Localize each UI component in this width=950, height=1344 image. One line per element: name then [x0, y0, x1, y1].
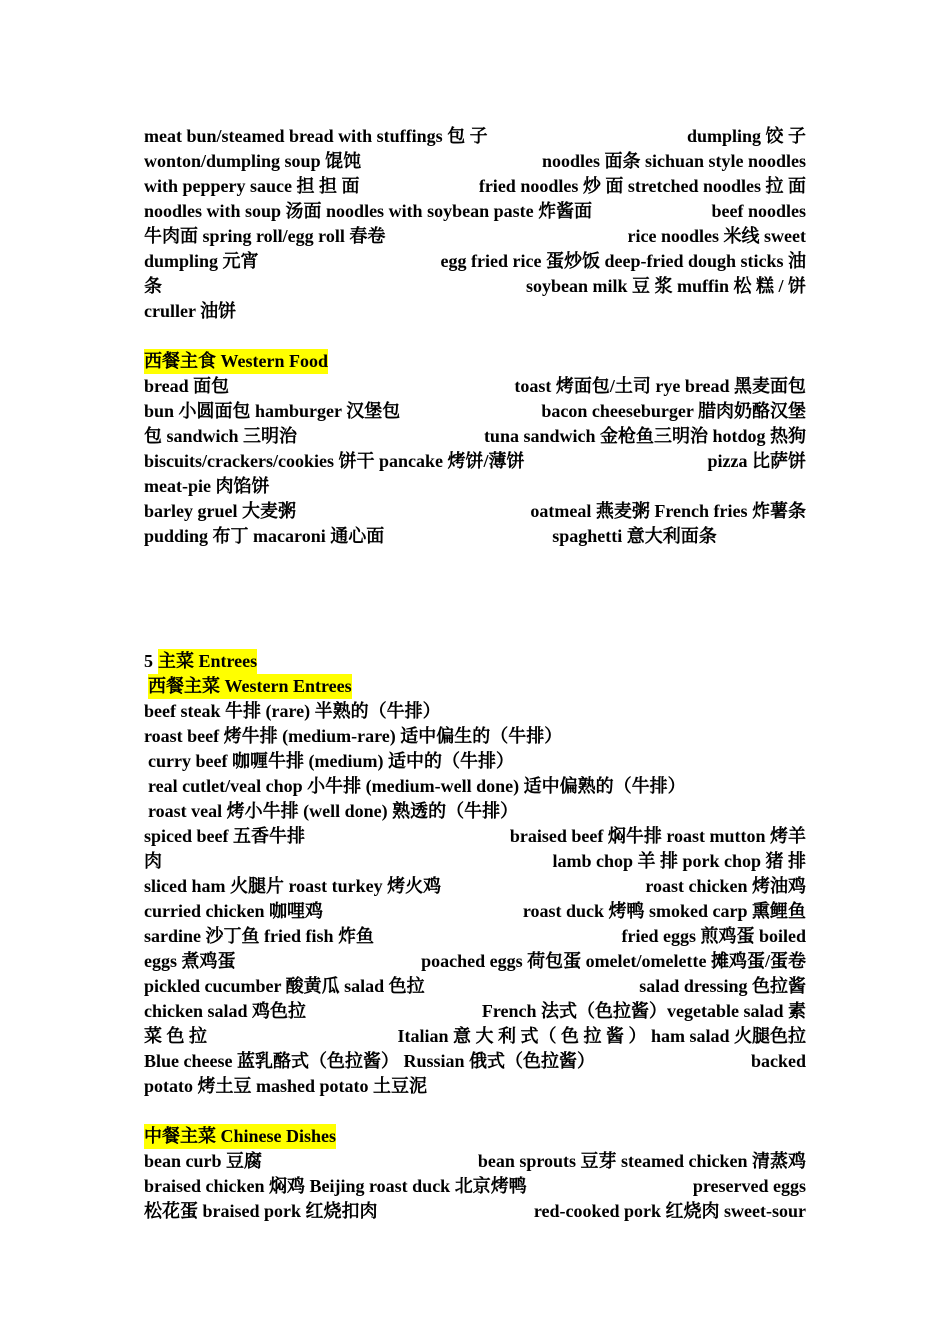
text-segment: braised chicken 焖鸡 Beijing roast duck 北京烤鸭: [144, 1176, 527, 1196]
text-segment: fried eggs 煎鸡蛋 boiled: [621, 926, 806, 946]
text-segment: pizza 比萨饼: [707, 451, 806, 471]
text-segment: braised beef 焖牛排 roast mutton 烤羊: [509, 826, 806, 846]
text-line: [144, 299, 806, 324]
text-line: [144, 174, 806, 199]
text-line: [144, 149, 806, 174]
section-number: 5: [144, 651, 153, 671]
western-entrees-heading: 西餐主菜 Western Entrees: [148, 674, 352, 699]
text-segment: curry beef 咖喱牛排 (medium) 适中的（牛排）: [148, 751, 514, 771]
text-segment: bean curb 豆腐: [144, 1151, 263, 1171]
text-line: [144, 399, 806, 424]
text-segment: fried noodles 炒 面 stretched noodles 拉 面: [478, 176, 806, 196]
text-segment: bacon cheeseburger 腊肉奶酪汉堡: [541, 401, 806, 421]
text-line: [144, 1049, 806, 1074]
text-segment: spiced beef 五香牛排: [144, 826, 305, 846]
text-segment: 松花蛋 braised pork 红烧扣肉: [144, 1201, 378, 1221]
text-line: [144, 249, 806, 274]
text-segment: real cutlet/veal chop 小牛排 (medium-well done) 适中偏熟的（牛排）: [148, 776, 686, 796]
text-line: [144, 449, 806, 474]
section-heading-line: [144, 349, 806, 374]
paragraph-spacer: [144, 549, 806, 649]
text-segment: preserved eggs: [692, 1176, 806, 1196]
text-segment: barley gruel 大麦粥: [144, 501, 296, 521]
text-segment: poached eggs 荷包蛋 omelet/omelette 摊鸡蛋/蛋卷: [421, 951, 806, 971]
entrees-section: [144, 649, 806, 1099]
text-line: [144, 424, 806, 449]
text-segment: sardine 沙丁鱼 fried fish 炸鱼: [144, 926, 375, 946]
text-line: [144, 724, 806, 749]
text-segment: roast beef 烤牛排 (medium-rare) 适中偏生的（牛排）: [144, 726, 563, 746]
text-segment: salad dressing 色拉酱: [639, 976, 806, 996]
text-segment: lamb chop 羊 排 pork chop 猪 排: [552, 851, 806, 871]
text-segment: spaghetti 意大利面条: [552, 526, 717, 546]
text-line: [144, 499, 806, 524]
chinese-dishes-section: [144, 1124, 806, 1224]
western-food-section: [144, 349, 806, 549]
text-segment: 条: [144, 276, 162, 296]
text-segment: eggs 煮鸡蛋: [144, 951, 236, 971]
text-line: [144, 799, 806, 824]
text-line: [144, 374, 806, 399]
text-segment: meat bun/steamed bread with stuffings 包 子: [144, 126, 488, 146]
text-segment: dumpling 元宵: [144, 251, 259, 271]
text-segment: roast chicken 烤油鸡: [645, 876, 806, 896]
text-segment: 包 sandwich 三明治: [144, 426, 298, 446]
text-line: [144, 1024, 806, 1049]
text-segment: French 法式（色拉酱）vegetable salad 素: [481, 1001, 806, 1021]
staple-foods-paragraph: [144, 124, 806, 324]
text-line: [144, 124, 806, 149]
text-segment: soybean milk 豆 浆 muffin 松 糕 / 饼: [525, 276, 806, 296]
text-line: [144, 699, 806, 724]
text-segment: beef noodles: [711, 201, 806, 221]
section-heading-line: [144, 649, 806, 674]
text-segment: bun 小圆面包 hamburger 汉堡包: [144, 401, 401, 421]
text-line: [144, 1199, 806, 1224]
text-segment: roast duck 烤鸭 smoked carp 熏鲤鱼: [522, 901, 806, 921]
text-segment: oatmeal 燕麦粥 French fries 炸薯条: [530, 501, 806, 521]
paragraph-spacer: [144, 324, 806, 349]
text-line: [144, 774, 806, 799]
text-segment: bread 面包: [144, 376, 230, 396]
text-line: [144, 1174, 806, 1199]
text-segment: roast veal 烤小牛排 (well done) 熟透的（牛排）: [148, 801, 519, 821]
text-line: [144, 849, 806, 874]
text-segment: noodles with soup 汤面 noodles with soybean paste 炸酱面: [144, 201, 593, 221]
text-segment: red-cooked pork 红烧肉 sweet-sour: [533, 1201, 806, 1221]
text-line: [144, 824, 806, 849]
text-segment: sliced ham 火腿片 roast turkey 烤火鸡: [144, 876, 442, 896]
text-line: [144, 874, 806, 899]
western-food-heading: 西餐主食 Western Food: [144, 349, 328, 374]
text-segment: cruller 油饼: [144, 301, 237, 321]
text-line: [144, 899, 806, 924]
section-heading-line: [144, 1124, 806, 1149]
text-segment: wonton/dumpling soup 馄饨: [144, 151, 362, 171]
text-segment: 牛肉面 spring roll/egg roll 春卷: [144, 226, 386, 246]
text-segment: Italian 意 大 利 式（ 色 拉 酱 ） ham salad 火腿色拉: [397, 1026, 806, 1046]
text-segment: noodles 面条 sichuan style noodles: [541, 151, 806, 171]
text-line: [144, 474, 806, 499]
text-segment: with peppery sauce 担 担 面: [144, 176, 360, 196]
text-line: [144, 274, 806, 299]
text-segment: rice noodles 米线 sweet: [627, 226, 806, 246]
text-segment: pudding 布丁 macaroni 通心面: [144, 526, 385, 546]
text-segment: egg fried rice 蛋炒饭 deep-fried dough sticks 油: [440, 251, 806, 271]
text-segment: tuna sandwich 金枪鱼三明治 hotdog 热狗: [483, 426, 806, 446]
text-segment: curried chicken 咖哩鸡: [144, 901, 323, 921]
text-line: [144, 949, 806, 974]
text-segment: dumpling 饺 子: [686, 126, 806, 146]
text-segment: backed: [750, 1051, 806, 1071]
text-line: [144, 999, 806, 1024]
chinese-dishes-heading: 中餐主菜 Chinese Dishes: [144, 1124, 336, 1149]
text-line: [144, 924, 806, 949]
text-segment: chicken salad 鸡色拉: [144, 1001, 307, 1021]
paragraph-spacer: [144, 1099, 806, 1124]
text-line: [144, 524, 806, 549]
text-line: [144, 224, 806, 249]
text-segment: meat-pie 肉馅饼: [144, 476, 270, 496]
text-segment: toast 烤面包/土司 rye bread 黑麦面包: [514, 376, 806, 396]
text-segment: pickled cucumber 酸黄瓜 salad 色拉: [144, 976, 425, 996]
text-segment: biscuits/crackers/cookies 饼干 pancake 烤饼/薄饼: [144, 451, 525, 471]
text-line: [144, 1149, 806, 1174]
text-line: [144, 749, 806, 774]
text-segment: potato 烤土豆 mashed potato 土豆泥: [144, 1076, 428, 1096]
text-line: [144, 1074, 806, 1099]
text-segment: bean sprouts 豆芽 steamed chicken 清蒸鸡: [477, 1151, 806, 1171]
entrees-heading: 主菜 Entrees: [158, 649, 257, 674]
text-segment: 菜 色 拉: [144, 1026, 207, 1046]
text-segment: Blue cheese 蓝乳酪式（色拉酱） Russian 俄式（色拉酱）: [144, 1051, 596, 1071]
text-segment: beef steak 牛排 (rare) 半熟的（牛排）: [144, 701, 441, 721]
text-line: [144, 974, 806, 999]
document-page: [144, 124, 806, 1224]
text-segment: 肉: [144, 851, 162, 871]
text-line: [144, 199, 806, 224]
subsection-heading-line: [144, 674, 806, 699]
